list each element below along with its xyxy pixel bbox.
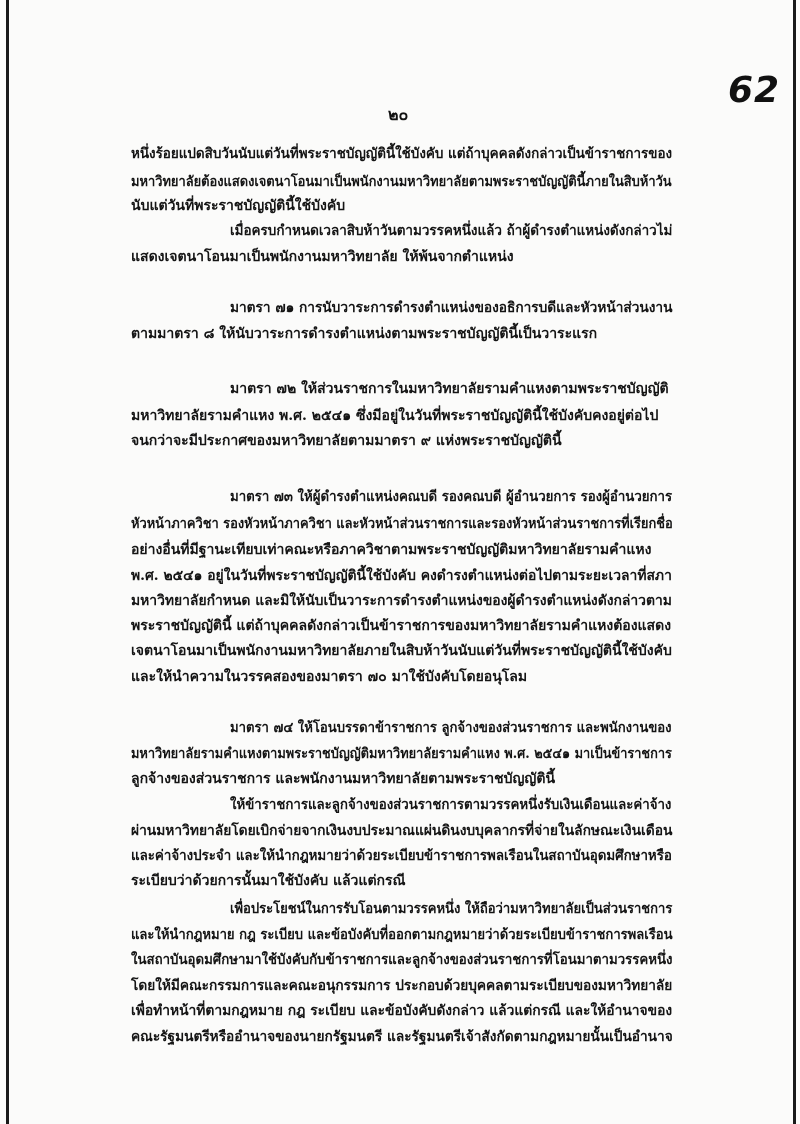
text-line: ตามมาตรา ๘ ให้นับวาระการดำรงตำแหน่งตามพระราชบัญญัตินี้เป็นวาระแรก <box>131 326 598 342</box>
text-line: หนึ่งร้อยแปดสิบวันนับแต่วันที่พระราชบัญญัตินี้ใช้บังคับ แต่ถ้าบุคคลดังกล่าวเป็นข้าราชการของ <box>131 146 673 162</box>
text-line: ลูกจ้างของส่วนราชการ และพนักงานมหาวิทยาลัยตามพระราชบัญญัตินี้ <box>131 771 556 787</box>
text-line: มหาวิทยาลัยต้องแสดงเจตนาโอนมาเป็นพนักงานมหาวิทยาลัยตามพระราชบัญญัตินี้ภายในสิบห้าวัน <box>131 174 672 190</box>
text-line: นับแต่วันที่พระราชบัญญัตินี้ใช้บังคับ <box>131 198 346 214</box>
scan-edge-right <box>793 0 796 1124</box>
text-line: เพื่อประโยชน์ในการรับโอนตามวรรคหนึ่ง ให้ถือว่ามหาวิทยาลัยเป็นส่วนราชการ <box>230 901 673 917</box>
text-line: พ.ศ. ๒๕๔๑ อยู่ในวันที่พระราชบัญญัตินี้ใช้บังคับ คงดำรงตำแหน่งต่อไปตามระยะเวลาที่สภา <box>131 568 672 584</box>
section-heading-74: มาตรา ๗๔ ให้โอนบรรดาข้าราชการ ลูกจ้างของส่วนราชการ และพนักงานของ <box>230 720 672 736</box>
text-line: จนกว่าจะมีประกาศของมหาวิทยาลัยตามมาตรา ๙ แห่งพระราชบัญญัตินี้ <box>131 433 562 449</box>
text-line: เจตนาโอนมาเป็นพนักงานมหาวิทยาลัยภายในสิบห้าวันนับแต่วันที่พระราชบัญญัตินี้ใช้บังคับ <box>131 643 672 659</box>
text-line: แสดงเจตนาโอนมาเป็นพนักงานมหาวิทยาลัย ให้พ้นจากตำแหน่ง <box>131 249 514 265</box>
text-line: โดยให้มีคณะกรรมการและคณะอนุกรรมการ ประกอบด้วยบุคคลตามระเบียบของมหาวิทยาลัย <box>131 978 673 994</box>
page-number: ๒๐ <box>388 105 409 124</box>
text-line: เมื่อครบกำหนดเวลาสิบห้าวันตามวรรคหนึ่งแล้ว ถ้าผู้ดำรงตำแหน่งดังกล่าวไม่ <box>230 223 673 239</box>
text-line: เพื่อทำหน้าที่ตามกฎหมาย กฎ ระเบียบ และข้อบังคับดังกล่าว แล้วแต่กรณี และให้อำนาจของ <box>131 1003 673 1019</box>
text-line: คณะรัฐมนตรีหรืออำนาจของนายกรัฐมนตรี และรัฐมนตรีเจ้าสังกัดตามกฎหมายนั้นเป็นอำนาจ <box>131 1029 673 1045</box>
section-heading-72: มาตรา ๗๒ ให้ส่วนราชการในมหาวิทยาลัยรามคำแหงตามพระราชบัญญัติ <box>230 381 669 397</box>
text-line: มหาวิทยาลัยกำหนด และมิให้นับเป็นวาระการดำรงตำแหน่งของผู้ดำรงตำแหน่งดังกล่าวตาม <box>131 593 672 609</box>
text-line: หัวหน้าภาควิชา รองหัวหน้าภาควิชา และหัวหน้าส่วนราชการและรองหัวหน้าส่วนราชการที่เรียกชื่อ <box>131 516 673 532</box>
text-line: ให้ข้าราชการและลูกจ้างของส่วนราชการตามวรรคหนึ่งรับเงินเดือนและค่าจ้าง <box>230 797 672 813</box>
text-line: อย่างอื่นที่มีฐานะเทียบเท่าคณะหรือภาควิชาตามพระราชบัญญัติมหาวิทยาลัยรามคำแหง <box>131 542 652 558</box>
handwritten-page-number: 62 <box>728 70 781 111</box>
text-line: พระราชบัญญัตินี้ แต่ถ้าบุคคลดังกล่าวเป็นข้าราชการของมหาวิทยาลัยรามคำแหงต้องแสดง <box>131 618 672 634</box>
scan-edge-left <box>6 0 9 1124</box>
text-line: ระเบียบว่าด้วยการนั้นมาใช้บังคับ แล้วแต่กรณี <box>131 873 406 889</box>
text-line: และให้นำความในวรรคสองของมาตรา ๗๐ มาใช้บังคับโดยอนุโลม <box>131 669 528 685</box>
text-line: ในสถาบันอุดมศึกษามาใช้บังคับกับข้าราชการและลูกจ้างของส่วนราชการที่โอนมาตามวรรคหนึ่ง <box>131 952 673 968</box>
text-line: มหาวิทยาลัยรามคำแหงตามพระราชบัญญัติมหาวิทยาลัยรามคำแหง พ.ศ. ๒๕๔๑ มาเป็นข้าราชการ <box>131 746 672 762</box>
section-heading-73: มาตรา ๗๓ ให้ผู้ดำรงตำแหน่งคณบดี รองคณบดี ผู้อำนวยการ รองผู้อำนวยการ <box>230 489 673 505</box>
text-line: และค่าจ้างประจำ และให้นำกฎหมายว่าด้วยระเบียบข้าราชการพลเรือนในสถาบันอุดมศึกษาหรือ <box>131 848 672 864</box>
text-line: ผ่านมหาวิทยาลัยโดยเบิกจ่ายจากเงินงบประมาณแผ่นดินงบบุคลากรที่จ่ายในลักษณะเงินเดือน <box>131 823 673 839</box>
text-line: และให้นำกฎหมาย กฎ ระเบียบ และข้อบังคับที่ออกตามกฎหมายว่าด้วยระเบียบข้าราชการพลเรือน <box>131 927 673 943</box>
section-heading-71: มาตรา ๗๑ การนับวาระการดำรงตำแหน่งของอธิการบดีและหัวหน้าส่วนงาน <box>230 300 673 316</box>
text-line: มหาวิทยาลัยรามคำแหง พ.ศ. ๒๕๔๑ ซึ่งมีอยู่ในวันที่พระราชบัญญัตินี้ใช้บังคับคงอยู่ต่อไป <box>131 408 659 424</box>
